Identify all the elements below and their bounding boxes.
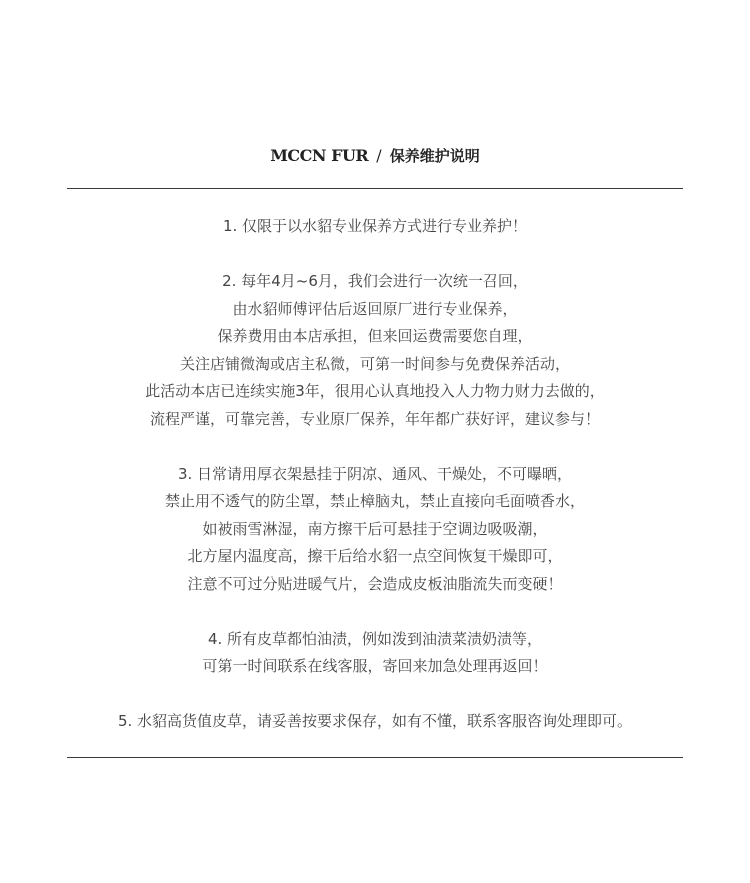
top-divider — [67, 188, 683, 189]
instruction-section-5 — [0, 708, 750, 736]
instruction-line: 可第一时间联系在线客服，寄回来加急处理再返回！ — [202, 657, 548, 675]
instruction-line: 禁止用不透气的防尘罩，禁止樟脑丸，禁止直接向毛面喷香水， — [164, 492, 585, 510]
instruction-line: 2. 每年4月~6月，我们会进行一次统一召回， — [222, 272, 528, 290]
instruction-line: 此活动本店已连续实施3年，很用心认真地投入人力物力财力去做的， — [145, 382, 605, 400]
instruction-line: 1. 仅限于以水貂专业保养方式进行专业养护！ — [222, 217, 528, 235]
instruction-line: 5. 水貂高货值皮草，请妥善按要求保存，如有不懂，联系客服咨询处理即可。 — [117, 712, 633, 730]
instruction-line: 保养费用由本店承担，但来回运费需要您自理， — [217, 327, 533, 345]
instruction-line: 北方屋内温度高，擦干后给水貂一点空间恢复干燥即可， — [187, 547, 563, 565]
page-subtitle: 保养维护说明 — [389, 147, 480, 165]
instruction-section-4 — [0, 626, 750, 681]
instruction-line: 注意不可过分贴进暖气片，会造成皮板油脂流失而变硬！ — [187, 574, 563, 593]
instruction-line: 由水貂师傅评估后返回原厂进行专业保养， — [232, 299, 518, 318]
instruction-line: 流程严谨，可靠完善，专业原厂保养，年年都广获好评，建议参与！ — [149, 409, 600, 428]
instruction-line: 3. 日常请用厚衣架悬挂于阴凉、通风、干燥处，不可曝晒， — [177, 464, 573, 483]
care-instructions — [0, 213, 750, 736]
instruction-section-3 — [0, 461, 750, 599]
brand-name: MCCN FUR — [270, 146, 369, 165]
instruction-line: 4. 所有皮草都怕油渍，例如泼到油渍菜渍奶渍等， — [207, 629, 543, 648]
page-title — [0, 143, 750, 169]
instruction-line: 关注店铺微淘或店主私微，可第一时间参与免费保养活动， — [179, 354, 570, 373]
title-separator: / — [376, 146, 382, 165]
instruction-line: 如被雨雪淋湿，南方擦干后可悬挂于空调边吸吸潮， — [202, 519, 548, 538]
instruction-section-1 — [0, 213, 750, 241]
bottom-divider — [67, 757, 683, 758]
instruction-section-2 — [0, 268, 750, 433]
